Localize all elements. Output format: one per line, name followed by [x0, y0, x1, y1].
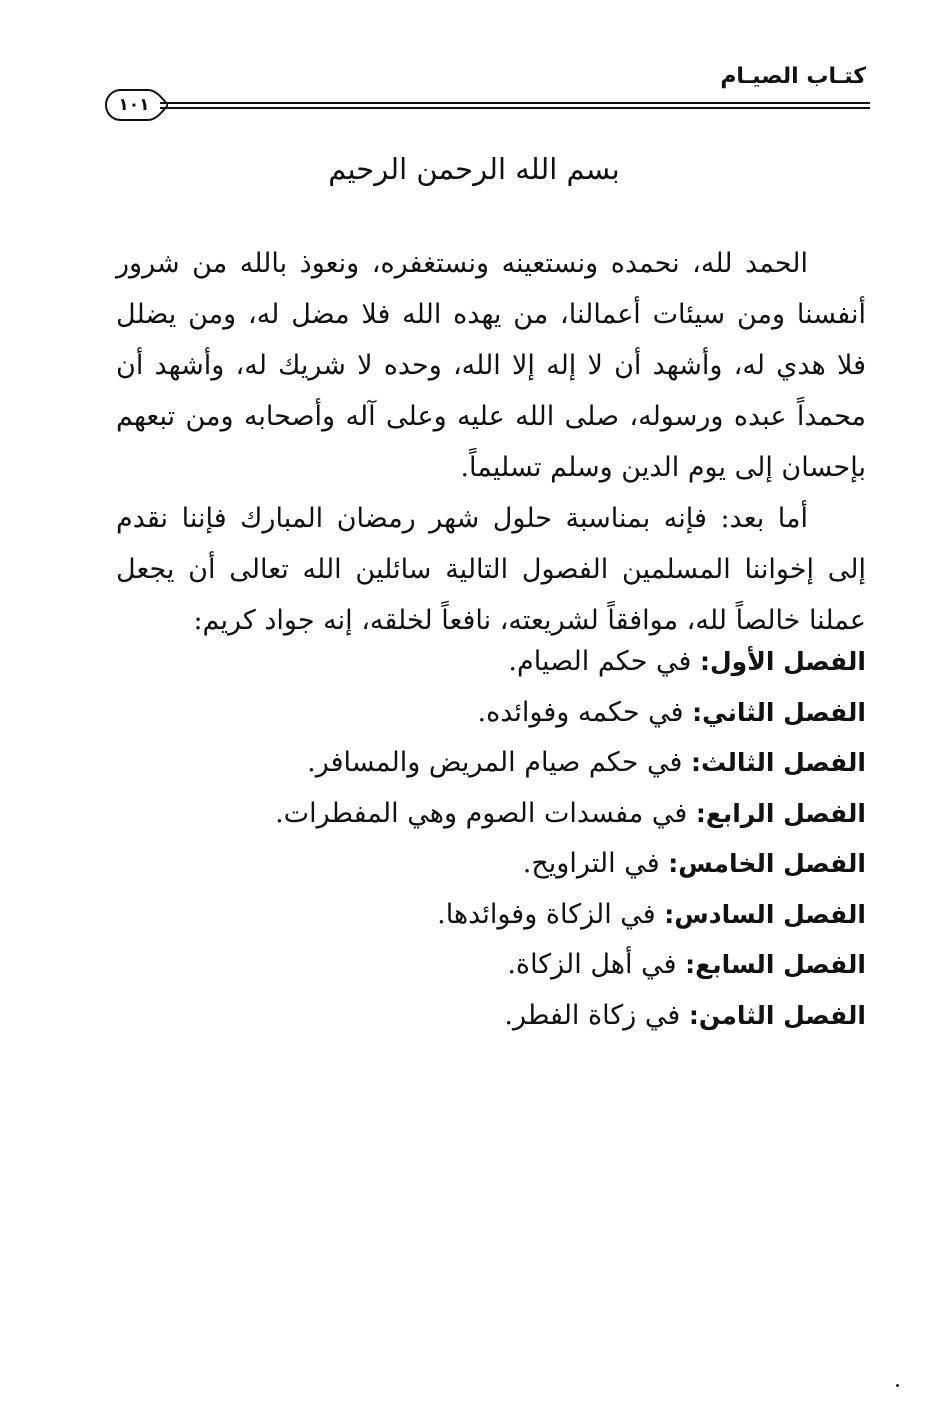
header-double-rule [160, 102, 870, 109]
chapter-label: الفصل الخامس: [668, 849, 866, 878]
page-number-badge [104, 88, 168, 122]
list-item [116, 839, 866, 890]
chapter-label: الفصل السابع: [685, 950, 866, 979]
list-item [116, 738, 866, 789]
chapter-topic: في مفسدات الصوم وهي المفطرات. [275, 797, 688, 829]
list-item [116, 637, 866, 688]
running-head-title: كتـاب الصيـام [720, 64, 866, 89]
chapter-label: الفصل الأول: [699, 647, 866, 676]
chapter-label: الفصل الرابع: [695, 798, 866, 828]
paragraph-intro: أما بعد: فإنه بمناسبة حلول شهر رمضان المبارك فإننا نقدم إلى إخواننا المسلمين الفصول التالية سائلين الله تعالى أن يجعل عملنا خالصاً لله، موافقاً لشريعته، نافعاً لخلقه، إنه جواد كريم: [116, 503, 866, 636]
page-number: ١٠١ [118, 95, 150, 115]
list-item [116, 940, 866, 991]
chapter-topic: في زكاة الفطر. [504, 999, 681, 1031]
chapter-topic: في حكمه وفوائده. [477, 696, 684, 728]
chapter-list [116, 637, 866, 1041]
basmala-heading: بسم الله الرحمن الرحيم [328, 152, 620, 186]
introduction-text [116, 238, 866, 646]
chapter-topic: في التراويح. [522, 848, 660, 879]
chapter-topic: في أهل الزكاة. [507, 949, 677, 980]
paragraph-praise: الحمد لله، نحمده ونستعينه ونستغفره، ونعوذ بالله من شرور أنفسنا ومن سيئات أعمالنا، من يهده الله فلا مضل له، ومن يضلل فلا هدي له، وأشهد أن لا إله إلا الله، وحده لا شريك له، وأشهد أن محمداً عبده ورسوله، صلى الله عليه وعلى آله وأصحابه ومن تبعهم بإحسان إلى يوم الدين وسلم تسليماً. [116, 248, 866, 483]
list-item [116, 991, 866, 1042]
chapter-label: الفصل السادس: [664, 899, 866, 929]
list-item [116, 688, 866, 739]
scan-speck [896, 1384, 899, 1387]
list-item [116, 789, 866, 840]
list-item [116, 890, 866, 941]
chapter-topic: في الزكاة وفوائدها. [437, 898, 656, 930]
chapter-label: الفصل الثامن: [688, 1000, 866, 1030]
chapter-topic: في حكم الصيام. [508, 646, 692, 677]
chapter-label: الفصل الثالث: [691, 748, 866, 777]
chapter-topic: في حكم صيام المريض والمسافر. [307, 747, 683, 778]
chapter-label: الفصل الثاني: [692, 697, 866, 727]
